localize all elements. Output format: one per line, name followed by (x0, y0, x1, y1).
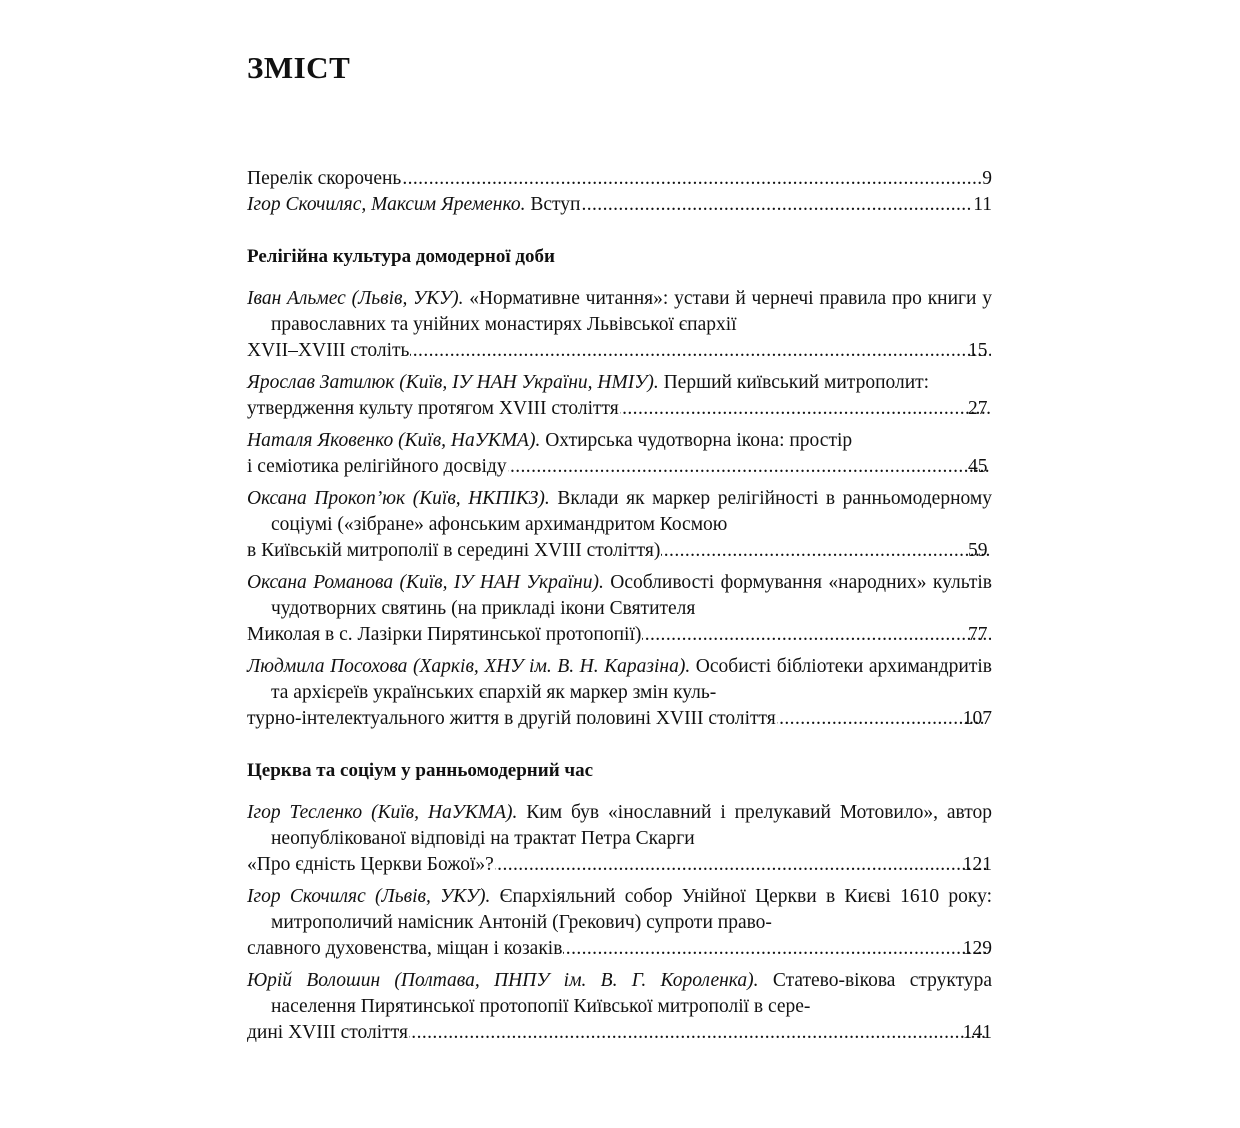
leader-dots (495, 852, 986, 878)
page-number: 121 (962, 854, 992, 875)
leader-dots (777, 706, 986, 732)
entry-author: Ярослав Затилюк (Київ, ІУ НАН України, НМІУ). (247, 372, 659, 393)
entry-author: Людмила Посохова (Харків, ХНУ ім. В. Н. Каразіна). (247, 656, 691, 677)
entry-title: Перший київський митрополит: (658, 372, 930, 393)
entry-title-end: в Київській митрополії в середині XVIII століття) (247, 540, 661, 561)
entry-title-end: турно-інтелектуального життя в другій половині XVIII століття (247, 708, 776, 729)
section-heading: Церква та соціум у ранньомодерний час (247, 760, 594, 781)
entry-author: Ігор Скочиляс, Максим Яременко. (247, 194, 526, 215)
toc-entry[interactable] (247, 654, 992, 732)
entry-title-end: утвердження культу протягом XVIII століття (247, 398, 619, 419)
entry-title-end: Миколая в с. Лазірки Пирятинської протопопії) (247, 624, 642, 645)
page-number: 9 (982, 168, 992, 189)
entry-author: Ігор Тесленко (Київ, НаУКМА). (247, 802, 518, 823)
leader-dots (508, 454, 991, 480)
entry-title-end: і семіотика релігійного досвіду (247, 456, 507, 477)
entry-title: Вступ (525, 194, 581, 215)
leader-dots (563, 936, 985, 962)
entry-title: Єпархіяльний собор Унійної Церкви в Києві 1610 року: митрополичий намісник Антоній (Грекович) супроти право- (271, 886, 992, 933)
leader-dots (581, 192, 972, 218)
entry-author: Ігор Скочиляс (Львів, УКУ). (247, 886, 491, 907)
leader-dots (642, 622, 991, 648)
toc-entry[interactable]: Ярослав Затилюк (Київ, ІУ НАН України, НМІУ). Перший київський митрополит: утвердження культу протягом XVIII століття ..... 27 (247, 370, 992, 422)
table-of-contents (247, 166, 992, 1046)
toc-entry[interactable]: Наталя Яковенко (Київ, НаУКМА). Охтирська чудотворна ікона: простір і семіотика релігійного досвіду ..... 45 (247, 428, 992, 480)
entry-author: Наталя Яковенко (Київ, НаУКМА). (247, 430, 541, 451)
entry-title-end: XVII–XVIII століть (247, 340, 410, 361)
toc-entry[interactable]: Іван Альмес (Львів, УКУ). «Нормативне читання»: устави й чернечі правила про книги у православних та унійних монастирях Львівської єпархії XVII–XVIII століть ..... 15 (247, 286, 992, 364)
leader-dots (661, 538, 991, 564)
entry-title-end: дині XVIII століття (247, 1022, 408, 1043)
entry-title: Статево-вікова структура населення Пирятинської протопопії Київської митрополії в сере- (271, 970, 992, 1017)
page-number: 141 (962, 1022, 992, 1043)
page-number: 107 (962, 708, 992, 729)
page-number: 11 (973, 194, 992, 215)
leader-dots (402, 166, 981, 192)
toc-entry[interactable]: Оксана Прокоп’юк (Київ, НКПІКЗ). Вклади як маркер релігійності в ранньомодерному соціумі («зібране» афонським архимандритом Космою в Київській митрополії в середині XVIII століття) ..... 59 (247, 486, 992, 564)
toc-entry-abbreviations[interactable] (247, 166, 992, 192)
toc-entry-introduction[interactable] (247, 192, 992, 218)
entry-title: Ким був «інославний і прелукавий Мотовило», автор неопублікованої відповіді на трактат Петра Скарги (271, 802, 992, 849)
entry-author: Оксана Романова (Київ, ІУ НАН України). (247, 572, 604, 593)
entry-title: Особливості формування «народних» культів чудотворних святинь (на прикладі ікони Святителя (271, 572, 992, 619)
entry-title: «Нормативне читання»: устави й чернечі правила про книги у православних та унійних монастирях Львівської єпархії (271, 288, 992, 335)
page-title: ЗМІСТ (247, 50, 351, 85)
entry-title: Перелік скорочень (247, 168, 402, 189)
section-heading: Релігійна культура домодерної доби (247, 246, 555, 267)
leader-dots (620, 396, 991, 422)
leader-dots (409, 1020, 986, 1046)
leader-dots (410, 338, 991, 364)
entry-title: Охтирська чудотворна ікона: простір (540, 430, 853, 451)
entry-title-end: славного духовенства, міщан і козаків (247, 938, 563, 959)
entry-author: Юрій Волошин (Полтава, ПНПУ ім. В. Г. Короленка). (247, 970, 759, 991)
entry-title: Особисті бібліотеки архимандритів та архієреїв українських єпархій як маркер змін куль- (271, 656, 992, 703)
entry-title-end: «Про єдність Церкви Божої»? (247, 854, 494, 875)
entry-author: Іван Альмес (Львів, УКУ). (247, 288, 464, 309)
entry-author: Оксана Прокоп’юк (Київ, НКПІКЗ). (247, 488, 550, 509)
page-number: 129 (962, 938, 992, 959)
toc-entry[interactable] (247, 968, 992, 1046)
toc-entry[interactable] (247, 884, 992, 962)
toc-entry[interactable] (247, 800, 992, 878)
toc-entry[interactable]: Оксана Романова (Київ, ІУ НАН України). Особливості формування «народних» культів чудотворних святинь (на прикладі ікони Святителя Миколая в с. Лазірки Пирятинської протопопії) ..... 77 (247, 570, 992, 648)
entry-title: Вклади як маркер релігійності в ранньомодерному соціумі («зібране» афонським архимандритом Космою (271, 488, 992, 535)
